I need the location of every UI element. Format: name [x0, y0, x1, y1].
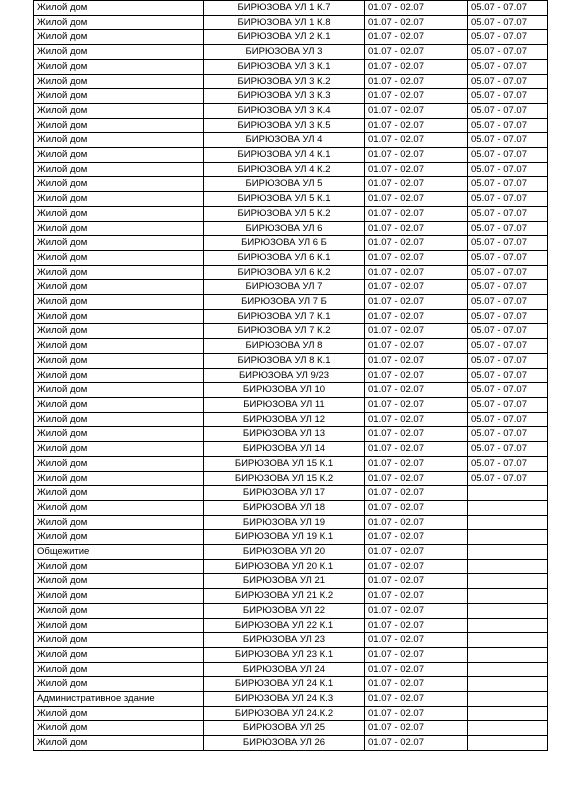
table-row	[34, 515, 548, 530]
period-2-cell	[468, 589, 548, 604]
address-cell: БИРЮЗОВА УЛ 1 К.7	[204, 1, 365, 16]
address-cell: БИРЮЗОВА УЛ 11	[204, 397, 365, 412]
period-2-cell: 05.07 - 07.07	[468, 471, 548, 486]
building-type-cell: Жилой дом	[34, 118, 204, 133]
table-row	[34, 471, 548, 486]
address-cell: БИРЮЗОВА УЛ 3 К.2	[204, 74, 365, 89]
table-row	[34, 309, 548, 324]
building-type-cell: Жилой дом	[34, 618, 204, 633]
period-2-cell	[468, 603, 548, 618]
table-row	[34, 530, 548, 545]
period-1-cell: 01.07 - 02.07	[365, 500, 468, 515]
table-row	[34, 265, 548, 280]
address-cell: БИРЮЗОВА УЛ 4	[204, 133, 365, 148]
building-type-cell: Жилой дом	[34, 103, 204, 118]
period-1-cell: 01.07 - 02.07	[365, 339, 468, 354]
period-1-cell: 01.07 - 02.07	[365, 383, 468, 398]
period-1-cell: 01.07 - 02.07	[365, 603, 468, 618]
period-2-cell: 05.07 - 07.07	[468, 280, 548, 295]
building-type-cell: Жилой дом	[34, 15, 204, 30]
period-2-cell: 05.07 - 07.07	[468, 324, 548, 339]
period-2-cell	[468, 633, 548, 648]
building-type-cell: Жилой дом	[34, 148, 204, 163]
period-1-cell: 01.07 - 02.07	[365, 118, 468, 133]
building-type-cell: Общежитие	[34, 545, 204, 560]
period-1-cell: 01.07 - 02.07	[365, 280, 468, 295]
address-cell: БИРЮЗОВА УЛ 24 К.3	[204, 692, 365, 707]
building-type-cell: Жилой дом	[34, 250, 204, 265]
period-2-cell	[468, 706, 548, 721]
table-row	[34, 574, 548, 589]
building-type-cell: Жилой дом	[34, 265, 204, 280]
period-2-cell	[468, 647, 548, 662]
table-row	[34, 353, 548, 368]
address-cell: БИРЮЗОВА УЛ 14	[204, 442, 365, 457]
period-1-cell: 01.07 - 02.07	[365, 427, 468, 442]
period-2-cell: 05.07 - 07.07	[468, 456, 548, 471]
address-cell: БИРЮЗОВА УЛ 3 К.1	[204, 59, 365, 74]
address-cell: БИРЮЗОВА УЛ 3 К.3	[204, 89, 365, 104]
period-1-cell: 01.07 - 02.07	[365, 677, 468, 692]
period-1-cell: 01.07 - 02.07	[365, 162, 468, 177]
table-row	[34, 589, 548, 604]
building-type-cell: Жилой дом	[34, 412, 204, 427]
period-1-cell: 01.07 - 02.07	[365, 221, 468, 236]
address-cell: БИРЮЗОВА УЛ 15 К.1	[204, 456, 365, 471]
table-row	[34, 383, 548, 398]
table-row	[34, 618, 548, 633]
address-cell: БИРЮЗОВА УЛ 7 К.1	[204, 309, 365, 324]
period-1-cell: 01.07 - 02.07	[365, 265, 468, 280]
building-type-cell: Жилой дом	[34, 721, 204, 736]
period-2-cell	[468, 574, 548, 589]
table-row	[34, 736, 548, 751]
address-cell: БИРЮЗОВА УЛ 8 К.1	[204, 353, 365, 368]
table-row	[34, 692, 548, 707]
address-cell: БИРЮЗОВА УЛ 23	[204, 633, 365, 648]
period-2-cell	[468, 530, 548, 545]
building-type-cell: Жилой дом	[34, 397, 204, 412]
period-1-cell: 01.07 - 02.07	[365, 589, 468, 604]
period-1-cell: 01.07 - 02.07	[365, 442, 468, 457]
period-2-cell: 05.07 - 07.07	[468, 309, 548, 324]
table-row	[34, 442, 548, 457]
table-row	[34, 397, 548, 412]
building-type-cell: Жилой дом	[34, 280, 204, 295]
address-cell: БИРЮЗОВА УЛ 5 К.2	[204, 206, 365, 221]
table-row	[34, 633, 548, 648]
period-1-cell: 01.07 - 02.07	[365, 706, 468, 721]
address-cell: БИРЮЗОВА УЛ 21 К.2	[204, 589, 365, 604]
building-type-cell: Жилой дом	[34, 706, 204, 721]
period-2-cell: 05.07 - 07.07	[468, 59, 548, 74]
building-type-cell: Жилой дом	[34, 515, 204, 530]
period-2-cell: 05.07 - 07.07	[468, 1, 548, 16]
period-1-cell: 01.07 - 02.07	[365, 177, 468, 192]
address-cell: БИРЮЗОВА УЛ 20	[204, 545, 365, 560]
address-cell: БИРЮЗОВА УЛ 15 К.2	[204, 471, 365, 486]
period-1-cell: 01.07 - 02.07	[365, 324, 468, 339]
table-row	[34, 486, 548, 501]
address-cell: БИРЮЗОВА УЛ 22	[204, 603, 365, 618]
address-cell: БИРЮЗОВА УЛ 5	[204, 177, 365, 192]
building-type-cell: Жилой дом	[34, 486, 204, 501]
period-2-cell: 05.07 - 07.07	[468, 383, 548, 398]
period-1-cell: 01.07 - 02.07	[365, 471, 468, 486]
address-cell: БИРЮЗОВА УЛ 2 К.1	[204, 30, 365, 45]
table-row	[34, 603, 548, 618]
period-1-cell: 01.07 - 02.07	[365, 456, 468, 471]
period-2-cell: 05.07 - 07.07	[468, 192, 548, 207]
table-row	[34, 339, 548, 354]
address-cell: БИРЮЗОВА УЛ 3 К.5	[204, 118, 365, 133]
address-cell: БИРЮЗОВА УЛ 3 К.4	[204, 103, 365, 118]
building-type-cell: Жилой дом	[34, 677, 204, 692]
period-2-cell: 05.07 - 07.07	[468, 30, 548, 45]
address-cell: БИРЮЗОВА УЛ 23 К.1	[204, 647, 365, 662]
period-2-cell	[468, 736, 548, 751]
table-row	[34, 89, 548, 104]
table-row	[34, 559, 548, 574]
address-cell: БИРЮЗОВА УЛ 6 К.2	[204, 265, 365, 280]
building-type-cell: Жилой дом	[34, 368, 204, 383]
building-type-cell: Жилой дом	[34, 133, 204, 148]
table-row	[34, 1, 548, 16]
period-1-cell: 01.07 - 02.07	[365, 647, 468, 662]
address-cell: БИРЮЗОВА УЛ 4 К.2	[204, 162, 365, 177]
address-cell: БИРЮЗОВА УЛ 12	[204, 412, 365, 427]
building-type-cell: Жилой дом	[34, 589, 204, 604]
address-cell: БИРЮЗОВА УЛ 17	[204, 486, 365, 501]
building-type-cell: Жилой дом	[34, 309, 204, 324]
address-cell: БИРЮЗОВА УЛ 18	[204, 500, 365, 515]
period-2-cell: 05.07 - 07.07	[468, 353, 548, 368]
period-2-cell: 05.07 - 07.07	[468, 236, 548, 251]
address-cell: БИРЮЗОВА УЛ 24 К.1	[204, 677, 365, 692]
period-1-cell: 01.07 - 02.07	[365, 736, 468, 751]
period-2-cell: 05.07 - 07.07	[468, 177, 548, 192]
period-1-cell: 01.07 - 02.07	[365, 192, 468, 207]
period-2-cell: 05.07 - 07.07	[468, 412, 548, 427]
table-row	[34, 177, 548, 192]
period-1-cell: 01.07 - 02.07	[365, 397, 468, 412]
period-2-cell: 05.07 - 07.07	[468, 206, 548, 221]
address-cell: БИРЮЗОВА УЛ 9/23	[204, 368, 365, 383]
period-2-cell	[468, 618, 548, 633]
address-cell: БИРЮЗОВА УЛ 21	[204, 574, 365, 589]
building-type-cell: Жилой дом	[34, 662, 204, 677]
table-row	[34, 721, 548, 736]
table-row	[34, 368, 548, 383]
period-1-cell: 01.07 - 02.07	[365, 206, 468, 221]
period-1-cell: 01.07 - 02.07	[365, 309, 468, 324]
period-1-cell: 01.07 - 02.07	[365, 368, 468, 383]
period-1-cell: 01.07 - 02.07	[365, 721, 468, 736]
period-2-cell: 05.07 - 07.07	[468, 45, 548, 60]
address-cell: БИРЮЗОВА УЛ 25	[204, 721, 365, 736]
address-cell: БИРЮЗОВА УЛ 4 К.1	[204, 148, 365, 163]
period-2-cell: 05.07 - 07.07	[468, 397, 548, 412]
address-cell: БИРЮЗОВА УЛ 19 К.1	[204, 530, 365, 545]
building-type-cell: Жилой дом	[34, 383, 204, 398]
table-row	[34, 427, 548, 442]
period-1-cell: 01.07 - 02.07	[365, 15, 468, 30]
building-type-cell: Жилой дом	[34, 736, 204, 751]
period-2-cell	[468, 486, 548, 501]
period-2-cell	[468, 559, 548, 574]
address-cell: БИРЮЗОВА УЛ 6 Б	[204, 236, 365, 251]
building-type-cell: Жилой дом	[34, 530, 204, 545]
table-row	[34, 148, 548, 163]
address-cell: БИРЮЗОВА УЛ 7	[204, 280, 365, 295]
building-type-cell: Жилой дом	[34, 353, 204, 368]
building-type-cell: Жилой дом	[34, 427, 204, 442]
period-2-cell: 05.07 - 07.07	[468, 265, 548, 280]
table-row	[34, 45, 548, 60]
table-row	[34, 456, 548, 471]
address-cell: БИРЮЗОВА УЛ 19	[204, 515, 365, 530]
period-1-cell: 01.07 - 02.07	[365, 559, 468, 574]
address-cell: БИРЮЗОВА УЛ 7 Б	[204, 295, 365, 310]
table-row	[34, 250, 548, 265]
period-1-cell: 01.07 - 02.07	[365, 59, 468, 74]
period-1-cell: 01.07 - 02.07	[365, 633, 468, 648]
table-row	[34, 206, 548, 221]
period-2-cell: 05.07 - 07.07	[468, 442, 548, 457]
period-1-cell: 01.07 - 02.07	[365, 530, 468, 545]
table-row	[34, 324, 548, 339]
building-type-cell: Жилой дом	[34, 647, 204, 662]
building-type-cell: Жилой дом	[34, 500, 204, 515]
building-type-cell: Жилой дом	[34, 574, 204, 589]
table-row	[34, 59, 548, 74]
address-cell: БИРЮЗОВА УЛ 20 К.1	[204, 559, 365, 574]
address-cell: БИРЮЗОВА УЛ 3	[204, 45, 365, 60]
period-2-cell: 05.07 - 07.07	[468, 15, 548, 30]
table-row	[34, 545, 548, 560]
table-row	[34, 133, 548, 148]
building-type-cell: Жилой дом	[34, 324, 204, 339]
period-1-cell: 01.07 - 02.07	[365, 236, 468, 251]
period-2-cell: 05.07 - 07.07	[468, 103, 548, 118]
period-2-cell	[468, 677, 548, 692]
address-cell: БИРЮЗОВА УЛ 8	[204, 339, 365, 354]
building-type-cell: Жилой дом	[34, 221, 204, 236]
period-1-cell: 01.07 - 02.07	[365, 103, 468, 118]
period-2-cell	[468, 545, 548, 560]
table-row	[34, 221, 548, 236]
period-1-cell: 01.07 - 02.07	[365, 1, 468, 16]
address-cell: БИРЮЗОВА УЛ 22 К.1	[204, 618, 365, 633]
table-row	[34, 15, 548, 30]
period-1-cell: 01.07 - 02.07	[365, 30, 468, 45]
period-2-cell: 05.07 - 07.07	[468, 339, 548, 354]
building-type-cell: Жилой дом	[34, 339, 204, 354]
address-cell: БИРЮЗОВА УЛ 24	[204, 662, 365, 677]
table-row	[34, 192, 548, 207]
address-cell: БИРЮЗОВА УЛ 7 К.2	[204, 324, 365, 339]
period-2-cell	[468, 721, 548, 736]
period-1-cell: 01.07 - 02.07	[365, 486, 468, 501]
period-1-cell: 01.07 - 02.07	[365, 295, 468, 310]
period-1-cell: 01.07 - 02.07	[365, 662, 468, 677]
building-type-cell: Жилой дом	[34, 89, 204, 104]
building-type-cell: Жилой дом	[34, 45, 204, 60]
building-type-cell: Жилой дом	[34, 59, 204, 74]
building-type-cell: Жилой дом	[34, 633, 204, 648]
building-type-cell: Жилой дом	[34, 559, 204, 574]
period-2-cell: 05.07 - 07.07	[468, 295, 548, 310]
building-type-cell: Жилой дом	[34, 162, 204, 177]
table-row	[34, 280, 548, 295]
period-2-cell: 05.07 - 07.07	[468, 118, 548, 133]
period-2-cell	[468, 500, 548, 515]
table-row	[34, 74, 548, 89]
period-2-cell: 05.07 - 07.07	[468, 250, 548, 265]
building-type-cell: Жилой дом	[34, 30, 204, 45]
table-row	[34, 236, 548, 251]
table-row	[34, 662, 548, 677]
period-1-cell: 01.07 - 02.07	[365, 74, 468, 89]
table-row	[34, 103, 548, 118]
address-cell: БИРЮЗОВА УЛ 5 К.1	[204, 192, 365, 207]
building-type-cell: Административное здание	[34, 692, 204, 707]
period-1-cell: 01.07 - 02.07	[365, 412, 468, 427]
address-cell: БИРЮЗОВА УЛ 13	[204, 427, 365, 442]
address-cell: БИРЮЗОВА УЛ 26	[204, 736, 365, 751]
period-1-cell: 01.07 - 02.07	[365, 148, 468, 163]
period-1-cell: 01.07 - 02.07	[365, 618, 468, 633]
period-2-cell	[468, 515, 548, 530]
address-cell: БИРЮЗОВА УЛ 24.К.2	[204, 706, 365, 721]
building-type-cell: Жилой дом	[34, 471, 204, 486]
table-row	[34, 677, 548, 692]
period-2-cell: 05.07 - 07.07	[468, 133, 548, 148]
table-row	[34, 30, 548, 45]
period-2-cell: 05.07 - 07.07	[468, 148, 548, 163]
table-row	[34, 295, 548, 310]
period-2-cell: 05.07 - 07.07	[468, 221, 548, 236]
building-type-cell: Жилой дом	[34, 236, 204, 251]
period-2-cell	[468, 692, 548, 707]
building-type-cell: Жилой дом	[34, 603, 204, 618]
building-type-cell: Жилой дом	[34, 192, 204, 207]
period-1-cell: 01.07 - 02.07	[365, 353, 468, 368]
period-1-cell: 01.07 - 02.07	[365, 89, 468, 104]
building-type-cell: Жилой дом	[34, 74, 204, 89]
building-type-cell: Жилой дом	[34, 177, 204, 192]
building-type-cell: Жилой дом	[34, 1, 204, 16]
building-type-cell: Жилой дом	[34, 295, 204, 310]
table-row	[34, 162, 548, 177]
period-2-cell: 05.07 - 07.07	[468, 162, 548, 177]
period-2-cell: 05.07 - 07.07	[468, 74, 548, 89]
table-row	[34, 647, 548, 662]
period-1-cell: 01.07 - 02.07	[365, 545, 468, 560]
table-row	[34, 412, 548, 427]
period-1-cell: 01.07 - 02.07	[365, 45, 468, 60]
address-cell: БИРЮЗОВА УЛ 10	[204, 383, 365, 398]
outage-schedule-table	[33, 0, 548, 751]
period-1-cell: 01.07 - 02.07	[365, 692, 468, 707]
period-1-cell: 01.07 - 02.07	[365, 515, 468, 530]
table-row	[34, 706, 548, 721]
table-row	[34, 118, 548, 133]
period-2-cell: 05.07 - 07.07	[468, 89, 548, 104]
building-type-cell: Жилой дом	[34, 456, 204, 471]
period-2-cell: 05.07 - 07.07	[468, 368, 548, 383]
period-2-cell	[468, 662, 548, 677]
address-cell: БИРЮЗОВА УЛ 6	[204, 221, 365, 236]
period-1-cell: 01.07 - 02.07	[365, 250, 468, 265]
address-cell: БИРЮЗОВА УЛ 6 К.1	[204, 250, 365, 265]
building-type-cell: Жилой дом	[34, 442, 204, 457]
building-type-cell: Жилой дом	[34, 206, 204, 221]
table-row	[34, 500, 548, 515]
period-1-cell: 01.07 - 02.07	[365, 133, 468, 148]
period-2-cell: 05.07 - 07.07	[468, 427, 548, 442]
table-body	[34, 1, 548, 751]
period-1-cell: 01.07 - 02.07	[365, 574, 468, 589]
address-cell: БИРЮЗОВА УЛ 1 К.8	[204, 15, 365, 30]
